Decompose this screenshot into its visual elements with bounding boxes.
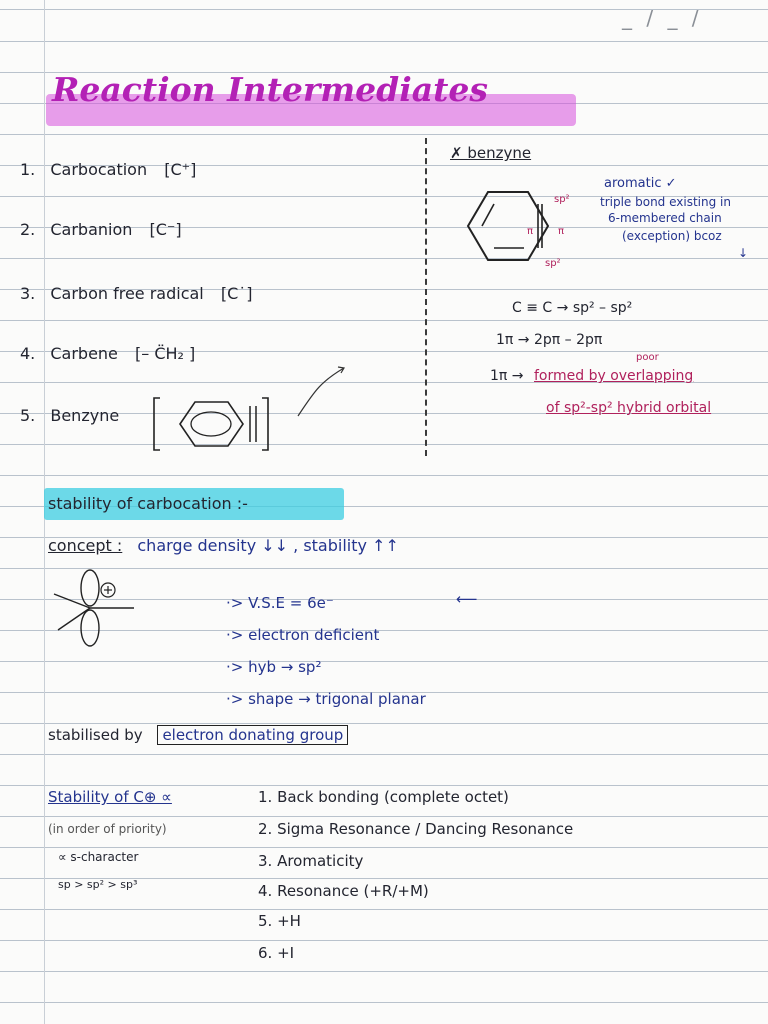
- concept-line: concept : charge density ↓↓ , stability ↑↑: [48, 536, 399, 555]
- point-vse: ·> V.S.E = 6e⁻: [226, 594, 334, 612]
- pi1-line: 1π → 2pπ – 2pπ: [496, 332, 603, 348]
- factor-item: 4. Resonance (+R/+M): [258, 882, 429, 900]
- stability-order-title: Stability of C⊕ ∝: [48, 788, 172, 806]
- list-item: 1. Carbocation [C⁺]: [20, 160, 197, 179]
- s-character-note: ∝ s-character: [58, 850, 139, 864]
- date-field: _ / _ /: [622, 6, 703, 30]
- triple-bond-note-2: 6-membered chain: [608, 211, 722, 225]
- benzyne-heading: ✗ benzyne: [450, 144, 532, 162]
- cc-hybrid-line: C ≡ C → sp² – sp²: [512, 300, 633, 316]
- factor-item: 1. Back bonding (complete octet): [258, 788, 509, 806]
- sp2-bottom-label: sp²: [545, 258, 561, 269]
- arrow-mark-icon: ⟵: [456, 590, 478, 608]
- hybrid-orbital-line: of sp²-sp² hybrid orbital: [546, 400, 712, 416]
- p-orbital-icon: [48, 568, 148, 650]
- list-item: 4. Carbene [– C̈H₂ ]: [20, 344, 196, 363]
- poor-note: poor: [636, 352, 659, 363]
- sp-order-note: sp > sp² > sp³: [58, 878, 138, 891]
- point-hybridisation: ·> hyb → sp²: [226, 658, 322, 676]
- stability-heading: stability of carbocation :-: [48, 494, 248, 513]
- factor-item: 6. +I: [258, 944, 295, 962]
- list-item: 3. Carbon free radical [C˙]: [20, 284, 253, 303]
- factor-item: 3. Aromaticity: [258, 852, 364, 870]
- pi-right-label: π: [558, 226, 565, 237]
- point-deficient: ·> electron deficient: [226, 626, 380, 644]
- factor-item: 2. Sigma Resonance / Dancing Resonance: [258, 820, 574, 838]
- aromatic-note: aromatic ✓: [604, 176, 677, 191]
- page-title: Reaction Intermediates: [52, 70, 488, 109]
- pi-left-label: π: [527, 226, 534, 237]
- stabilised-line: stabilised by electron donating group: [48, 726, 348, 744]
- pi2-line: 1π → formed by overlapping: [490, 368, 694, 384]
- down-arrow-icon: ↓: [738, 246, 749, 260]
- triple-bond-note: triple bond existing in: [600, 195, 731, 209]
- factor-item: 5. +H: [258, 912, 301, 930]
- sp2-top-label: sp²: [554, 194, 570, 205]
- list-item: 2. Carbanion [C⁻]: [20, 220, 182, 239]
- list-item: 5. Benzyne: [20, 406, 120, 425]
- benzyne-bracket-icon: [150, 392, 280, 456]
- point-shape: ·> shape → trigonal planar: [226, 690, 426, 708]
- priority-note: (in order of priority): [48, 822, 167, 836]
- column-divider: [425, 138, 427, 456]
- exception-note: (exception) bcoz: [622, 229, 722, 243]
- curved-arrow-icon: [294, 362, 354, 422]
